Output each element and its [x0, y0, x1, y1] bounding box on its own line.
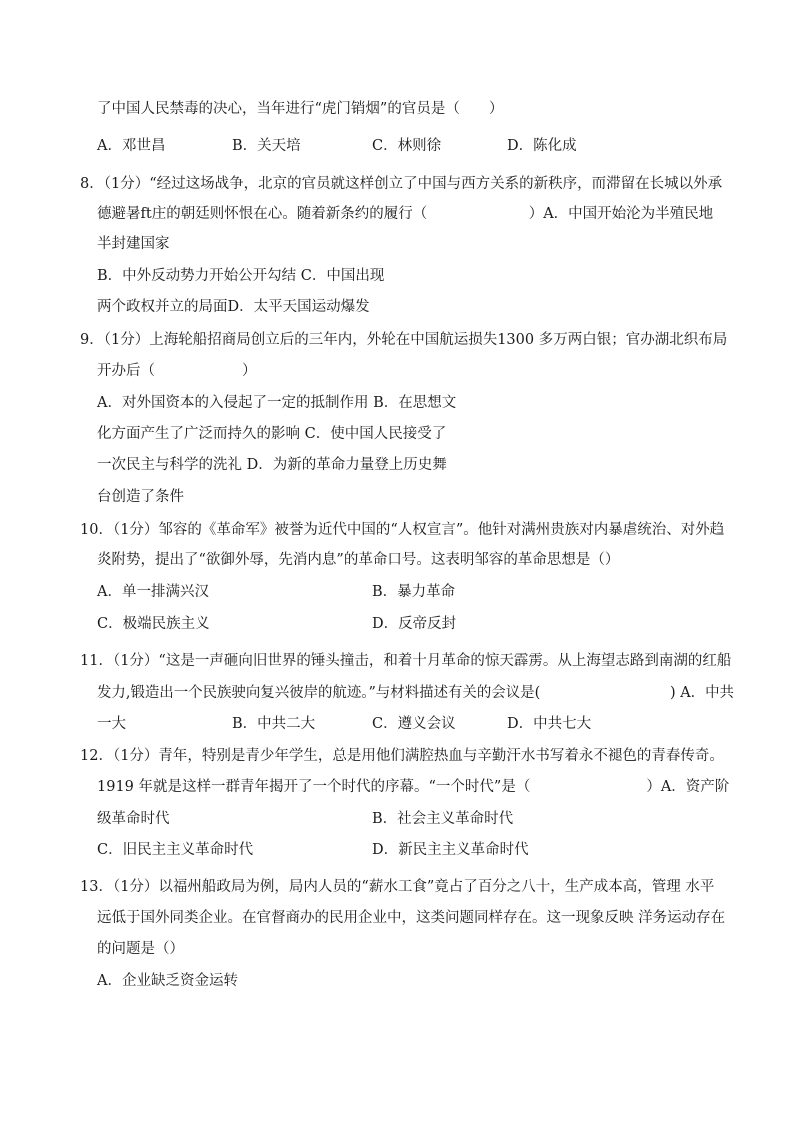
q11-option-d: D．中共七大: [507, 716, 592, 732]
q12-option-b: B．社会主义革命时代: [372, 811, 514, 827]
q10-stem-line-1: 10．（1分）邹容的《革命军》被誉为近代中国的“人权宣言”。他针对满州贵族对内暴虐统治、对外趋: [80, 522, 725, 538]
q7-option-c: C．林则徐: [372, 138, 442, 154]
q10-option-b: B．暴力革命: [372, 584, 456, 600]
q11-option-c: C．遵义会议: [372, 716, 456, 732]
q9-stem-line-1: 9．（1分）上海轮船招商局创立后的三年内，外轮在中国航运损失1300 多万两白银；官办湖北织布局: [80, 332, 728, 348]
q9-options-line-3: 一次民主与科学的洗礼 D．为新的革命力量登上历史舞: [97, 457, 447, 473]
q8-options-line-2: 两个政权并立的局面D．太平天国运动爆发: [97, 299, 370, 315]
q8-options-line-1: B．中外反动势力开始公开勾结 C．中国出现: [97, 268, 385, 284]
q13-stem-line-1: 13．（1分）以福州船政局为例，局内人员的“薪水工食”竟占了百分之八十，生产成本高，管理 水平: [80, 879, 715, 895]
q10-option-c: C．极端民族主义: [97, 616, 210, 632]
q9-stem-line-2: 开办后（ ）: [97, 363, 257, 379]
q13-option-a: A．企业缺乏资金运转: [97, 973, 238, 989]
q11-option-a-cont: 一大: [97, 716, 126, 732]
q11-stem-line-2: 发力,锻造出一个民族驶向复兴彼岸的航迹。”与材料描述有关的会议是( ) A．中共: [97, 685, 734, 701]
q7-option-a: A．邓世昌: [97, 138, 166, 154]
q7-option-b: B．关天培: [232, 138, 301, 154]
q8-stem-line-2: 德避暑ft庄的朝廷则怀恨在心。随着新条约的履行（ ）A．中国开始沦为半殖民地: [97, 206, 714, 222]
q12-option-a-cont: 级革命时代: [97, 811, 170, 827]
q13-stem-line-2: 远低于国外同类企业。在官督商办的民用企业中，这类问题同样存在。这一现象反映 洋务运动存在: [97, 910, 726, 926]
q12-option-c: C．旧民主主义革命时代: [97, 842, 254, 858]
q8-stem-line-3: 半封建国家: [97, 236, 170, 252]
q7-option-d: D．陈化成: [507, 138, 577, 154]
q9-options-line-1: A．对外国资本的入侵起了一定的抵制作用 B．在思想文: [97, 395, 457, 411]
q7-continuation: 了中国人民禁毒的决心，当年进行“虎门销烟”的官员是（ ）: [97, 101, 504, 117]
q12-option-d: D．新民主主义革命时代: [372, 842, 529, 858]
q10-option-a: A．单一排满兴汉: [97, 584, 209, 600]
q13-stem-line-3: 的问题是（）: [97, 941, 184, 957]
q11-stem-line-1: 11．（1分）“这是一声砸向旧世界的锤头撞击，和着十月革命的惊天霹雳。从上海望志路到南湖的红船: [80, 653, 732, 669]
q12-stem-line-1: 12．（1分）青年，特别是青少年学生，总是用他们满腔热血与辛勤汗水书写着永不褪色的青春传奇。: [80, 748, 724, 764]
q10-stem-line-2: 炎附势，提出了“欲御外辱，先消内息”的革命口号。这表明邹容的革命思想是（）: [97, 552, 620, 568]
q12-stem-line-2: 1919 年就是这样一群青年揭开了一个时代的序幕。“一个时代”是（ ）A．资产阶: [97, 779, 730, 795]
q8-stem-line-1: 8．（1分）“经过这场战争，北京的官员就这样创立了中国与西方关系的新秩序，而滞留在长城以外承: [80, 176, 723, 192]
q9-options-line-2: 化方面产生了广泛而持久的影响 C．使中国人民接受了: [97, 426, 447, 442]
q9-options-line-4: 台创造了条件: [97, 489, 184, 505]
q10-option-d: D．反帝反封: [372, 616, 457, 632]
q11-option-b: B．中共二大: [232, 716, 316, 732]
